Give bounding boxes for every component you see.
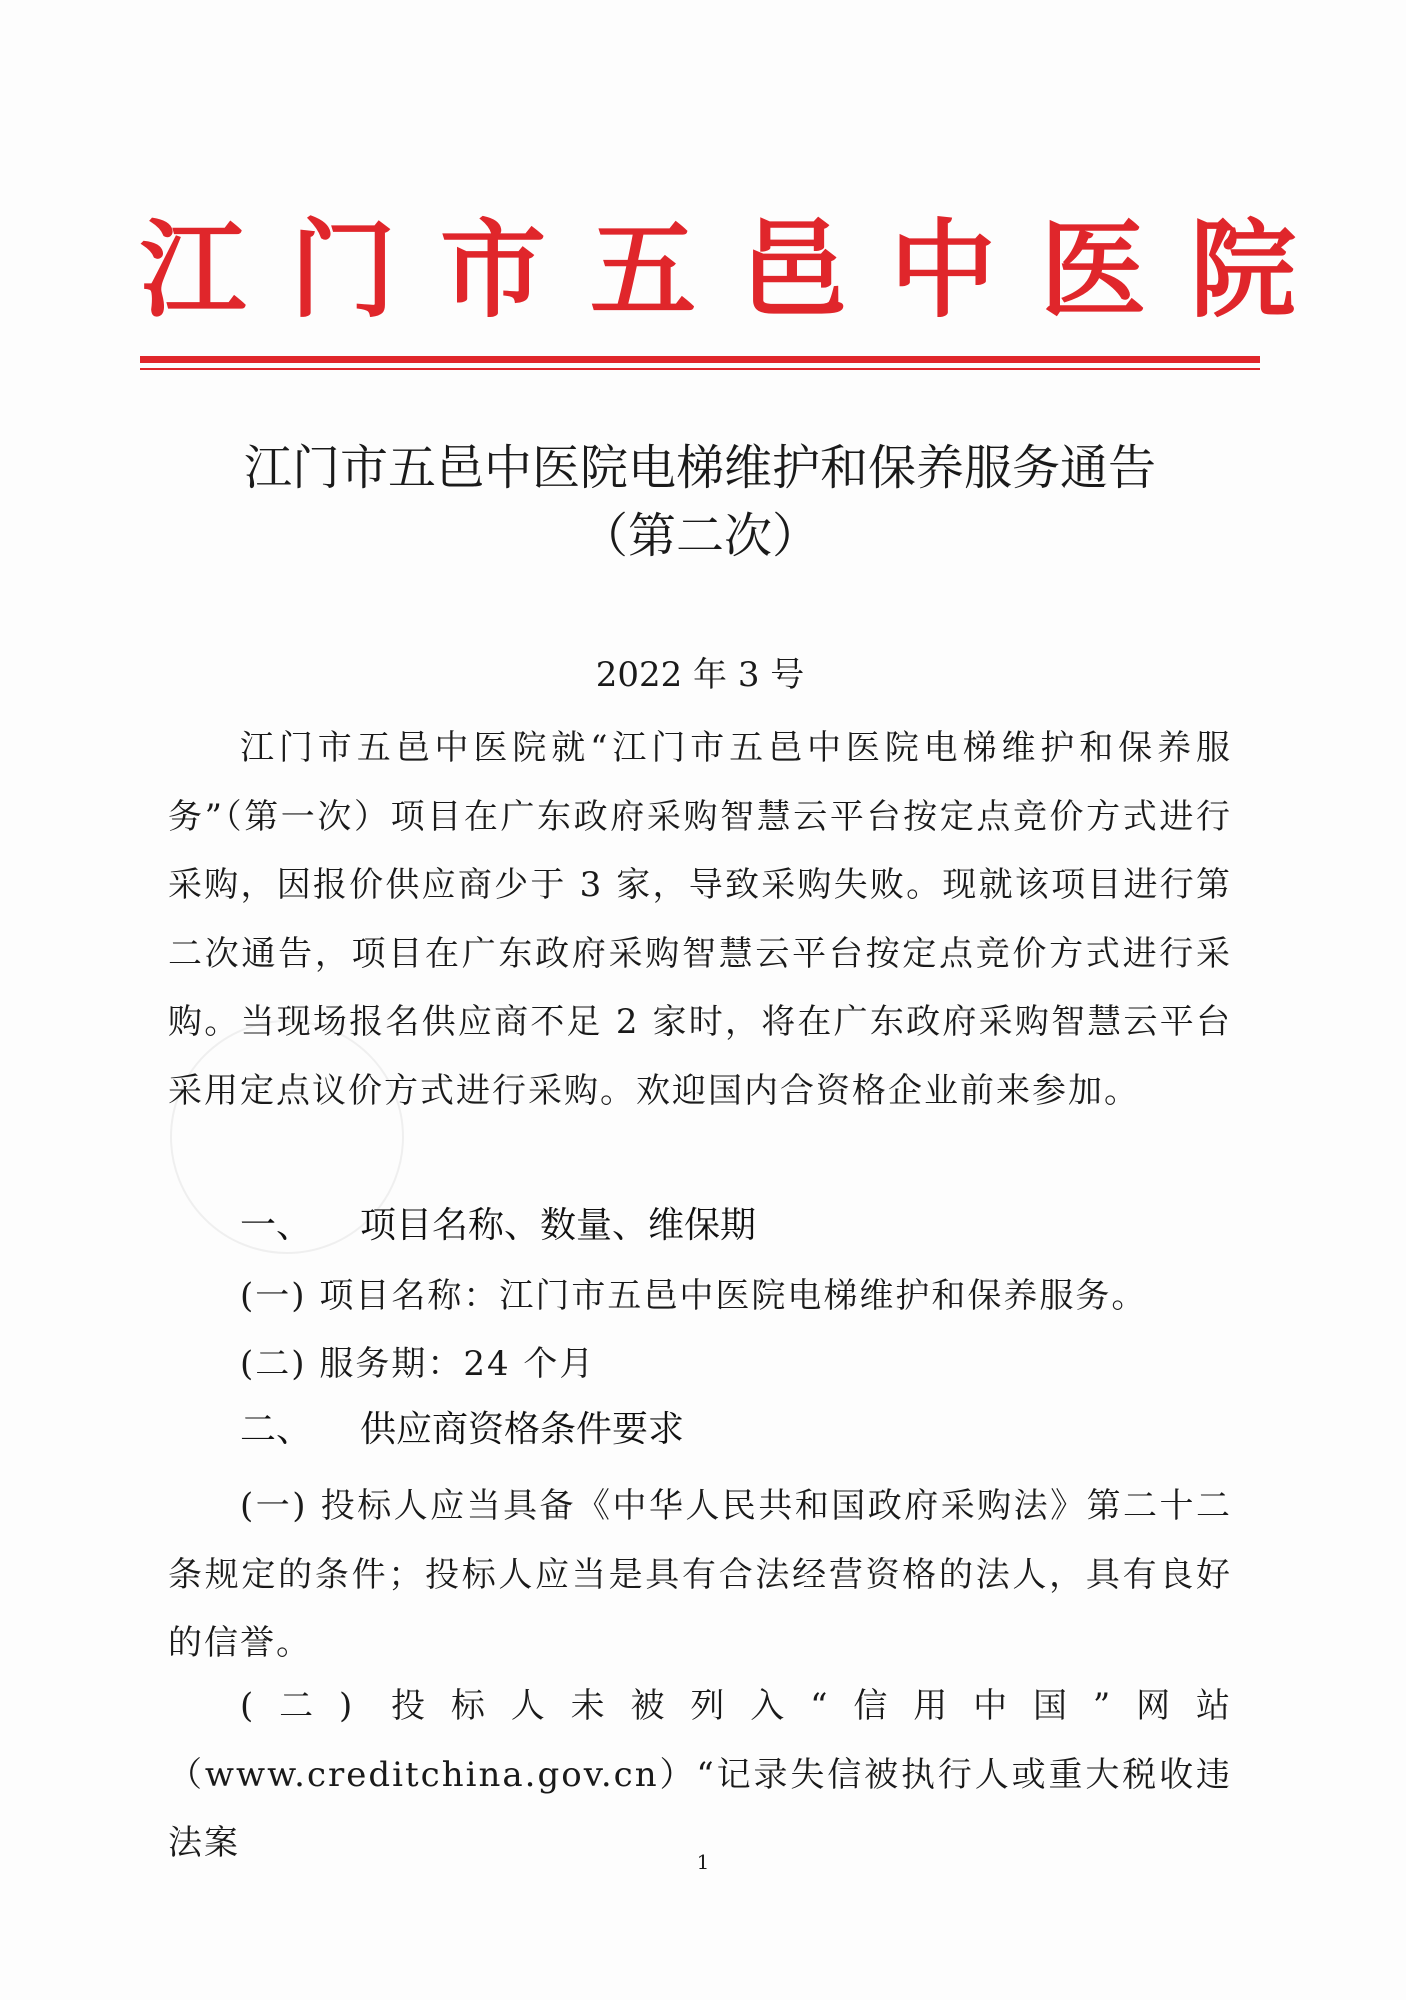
section-number: 一、 [240, 1205, 313, 1246]
notice-subtitle: （第二次） [579, 508, 820, 564]
section1-item-1: (一) 项目名称：江门市五邑中医院电梯维护和保养服务。 [240, 1276, 1148, 1316]
section-number: 二、 [240, 1409, 313, 1450]
section2-item-2-block [168, 1672, 1232, 1878]
section-title: 项目名称、数量、维保期 [360, 1205, 757, 1246]
notice-title: 江门市五邑中医院电梯维护和保养服务通告 [243, 440, 1156, 496]
page-number: 1 [696, 1850, 710, 1874]
section-title: 供应商资格条件要求 [360, 1409, 685, 1450]
intro-paragraph: 江门市五邑中医院就“江门市五邑中医院电梯维护和保养服务”（第一次）项目在广东政府采购智慧云平台按定点竞价方式进行采购，因报价供应商少于 3 家，导致采购失败。现就该项目进行第二次通告，项目在广东政府采购智慧云平台按定点竞价方式进行采购。当现场报名供应商不足 2 家时，将在广东政府采购智慧云平台采用定点议价方式进行采购。欢迎国内合资格企业前来参加。 [168, 728, 1232, 1111]
section1-item-2: (二) 服务期：24 个月 [240, 1344, 596, 1384]
masthead-title: 江门市五邑中医院 [140, 207, 1340, 332]
section-heading-1 [240, 1196, 756, 1256]
section2-item-1-block [168, 1472, 1232, 1678]
masthead-rule-thin [140, 368, 1260, 370]
section2-item-1: (一) 投标人应当具备《中华人民共和国政府采购法》第二十二条规定的条件；投标人应当是具有合法经营资格的法人，具有良好的信誉。 [168, 1486, 1232, 1663]
section2-item-2: (二) 投标人未被列入“信用中国”网站（www.creditchina.gov.cn）“记录失信被执行人或重大税收违法案 [168, 1686, 1232, 1863]
intro-block [168, 714, 1232, 1125]
document-number: 2022 年 3 号 [595, 655, 805, 695]
masthead-rule-thick [140, 356, 1260, 363]
section-heading-2 [240, 1400, 684, 1460]
